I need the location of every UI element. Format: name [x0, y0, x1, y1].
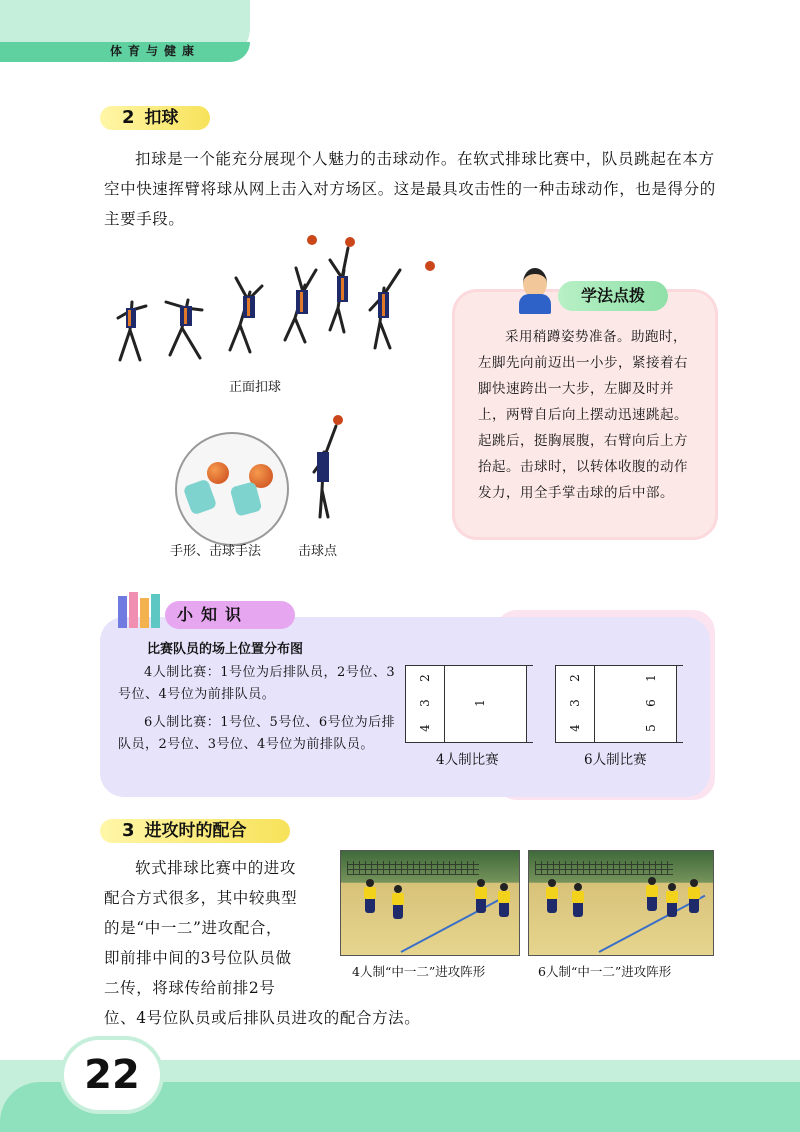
photo-4-caption: 4人制“中一二”进攻阵形 [352, 964, 486, 979]
section3-line: 软式排球比赛中的进攻 [135, 859, 297, 877]
hit-point-illustration [296, 412, 356, 522]
position-label: 1 [473, 699, 487, 707]
position-label: 1 [644, 674, 658, 682]
student-avatar [515, 266, 555, 314]
position-label: 5 [644, 724, 658, 732]
photo-6-player-formation [528, 850, 714, 956]
position-label: 2 [418, 674, 432, 682]
court-4-caption: 4人制比赛 [436, 752, 499, 768]
player-figure [365, 887, 375, 913]
position-label: 2 [568, 674, 582, 682]
player-figure [573, 891, 583, 917]
section3-line: 位、4号位队员或后排队员进攻的配合方法。 [104, 1009, 421, 1027]
court-tick [525, 665, 533, 666]
section3-number: 3 [122, 820, 135, 841]
knowledge-text-6: 6人制比赛：1号位、5号位、6号位为后排队员，2号位、3号位、4号位为前排队员。 [118, 715, 396, 752]
hit-point-figure [296, 412, 356, 522]
court-tick [675, 665, 683, 666]
position-label: 6 [644, 699, 658, 707]
position-label: 3 [418, 699, 432, 707]
position-label: 4 [418, 724, 432, 732]
section3-heading [100, 819, 290, 843]
section2-heading [100, 106, 210, 130]
avatar-body [519, 294, 551, 314]
section2-number: 2 [122, 107, 135, 128]
court-line [444, 666, 445, 742]
tips-text: 采用稍蹲姿势准备。助跑时，左脚先向前迈出一小步，紧接着右脚快速跨出一大步，左脚及时并上，两臂自后向上摆动迅速跳起。起跳后，挺胸展腹，右臂向后上方抬起。击球时，以转体收腹的动作发力，用全手掌击球的后中部。 [478, 329, 688, 501]
section3-line: 配合方式很多，其中较典型 [104, 889, 298, 907]
knowledge-title: 小知识 [165, 601, 295, 629]
section2-paragraph: 扣球是一个能充分展现个人魅力的击球动作。在软式排球比赛中，队员跳起在本方空中快速挥臂将球从网上击入对方场区。这是最具攻击性的一种击球动作，也是得分的主要手段。 [104, 150, 716, 228]
spike-sequence-illustration [100, 230, 440, 370]
net [535, 861, 673, 875]
position-label: 3 [568, 699, 582, 707]
spike-sequence-figure [100, 230, 440, 370]
books-icon [118, 592, 166, 628]
court-tick [525, 742, 533, 743]
player-figure [689, 887, 699, 913]
section3-line: 即前排中间的3号位队员做 [104, 949, 292, 967]
hand-icon [183, 478, 218, 515]
caption-hand-technique: 手形、击球手法 [170, 544, 262, 559]
photo-6-caption: 6人制“中一二”进攻阵形 [538, 964, 672, 979]
section3-line: 二传，将球传给前排2号 [104, 979, 276, 997]
net [347, 861, 479, 875]
caption-front-spike: 正面扣球 [229, 380, 282, 395]
court-6-diagram [555, 665, 677, 743]
knowledge-text-4: 4人制比赛：1号位为后排队员，2号位、3号位、4号位为前排队员。 [118, 665, 396, 702]
section3-line: 的是“中一二”进攻配合， [104, 919, 283, 937]
tips-title: 学法点拨 [558, 281, 668, 311]
player-figure [393, 893, 403, 919]
caption-hit-point: 击球点 [298, 544, 338, 559]
court-tick [675, 742, 683, 743]
knowledge-subtitle: 比赛队员的场上位置分布图 [147, 642, 304, 657]
court-4-diagram [405, 665, 527, 743]
player-figure [667, 891, 677, 917]
ball-icon [207, 462, 229, 484]
position-label: 4 [568, 724, 582, 732]
player-figure [547, 887, 557, 913]
section3-title: 进攻时的配合 [144, 821, 247, 841]
page-number: 22 [64, 1040, 160, 1110]
player-figure [499, 891, 509, 917]
player-figure [647, 885, 657, 911]
photo-4-player-formation [340, 850, 520, 956]
player-figure [476, 887, 486, 913]
header-tab [0, 0, 250, 62]
court-line [594, 666, 595, 742]
court-6-caption: 6人制比赛 [584, 752, 647, 768]
court-line [401, 895, 508, 953]
hand-technique-figure [175, 432, 289, 546]
section2-title: 扣球 [144, 108, 179, 128]
header-label: 体育与健康 [110, 44, 201, 58]
